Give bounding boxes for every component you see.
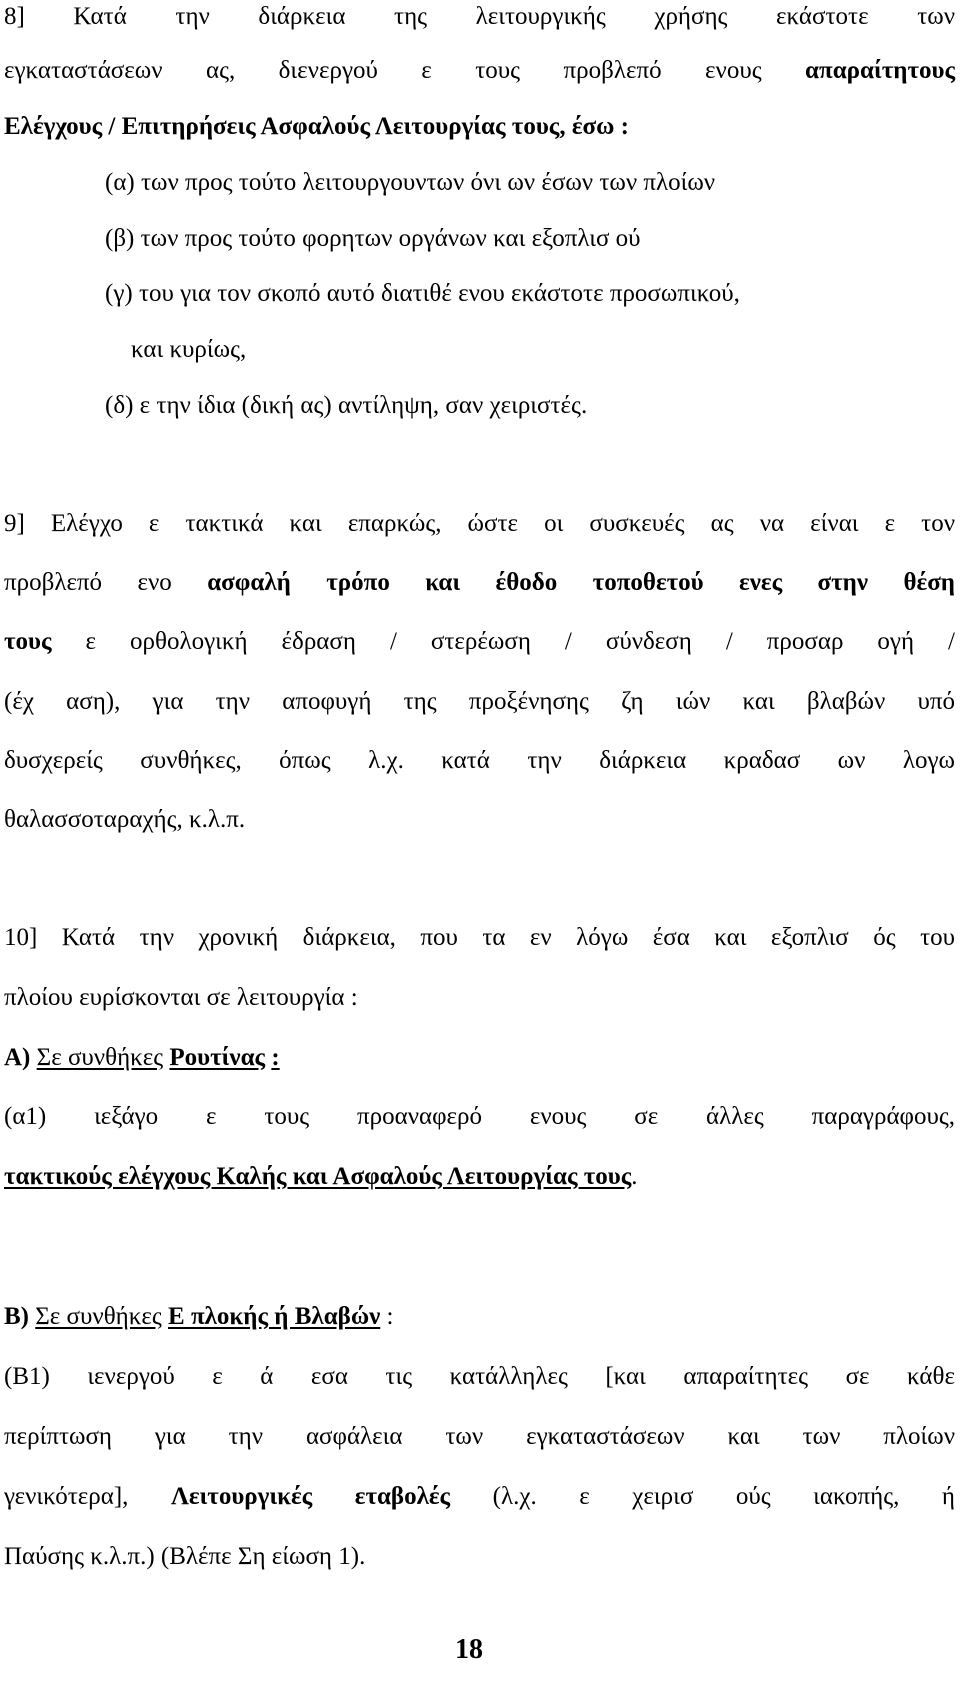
s10-a1-bold: τακτικούς ελέγχους Καλής και Ασφαλούς Λειτουργίας τους [4,1163,632,1190]
s10-heading-a-label: Α) [4,1044,31,1071]
s9-line-3-bold: τους [4,628,52,655]
s8-line-2-bold: απαραίτητους [805,57,955,84]
s10-heading-b [4,1304,393,1329]
s9-line-6: θαλασσοταραχής, κ.λ.π. [4,806,246,833]
s10-a1-end: . [631,1163,638,1190]
s10-line-2: πλοίου ευρίσκονται σε λειτουργία : [4,984,358,1011]
s9-line-1: 9] Ελέγχο ε τακτικά και επαρκώς, ώστε οι συσκευές ας να είναι ε τον [4,510,955,537]
s8-item-b: (β) των προς τούτο φορητων οργάνων και εξοπλισ ού [105,225,641,252]
s8-item-d: (δ) ε την ίδια (δική ας) αντίληψη, σαν χειριστές. [105,392,588,419]
s10-heading-b-colon: : [380,1303,394,1330]
s8-item-g-cont: και κυρίως, [131,336,247,363]
s10-b1-line-4: Παύσης κ.λ.π.) (Βλέπε Ση είωση 1). [4,1543,366,1570]
s10-heading-b-u1: Σε συνθήκες [35,1303,162,1330]
s9-line-3 [4,629,955,654]
s10-a1-line-2 [4,1164,638,1189]
s9-line-2-text: προβλεπό ενο [4,569,208,596]
s10-b1-line-2: περίπτωση για την ασφάλεια των εγκαταστάσεων και των πλοίων [4,1423,955,1450]
s10-b1-line-3-a: γενικότερα], [4,1483,171,1510]
s8-item-a: (α) των προς τούτο λειτουργουντων όνι ων έσων των πλοίων [105,169,716,196]
s8-item-g: (γ) του για τον σκοπό αυτό διατιθέ ενου εκάστοτε προσωπικού, [105,280,740,307]
s9-line-2 [4,570,955,595]
s9-line-2-bold: ασφαλή τρόπο και έθοδο τοποθετού ενες στην θέση [207,569,955,596]
s10-line-1: 10] Κατά την χρονική διάρκεια, που τα εν λόγω έσα και εξοπλισ ός του [4,924,955,951]
s8-line-3-bold: Ελέγχους / Επιτηρήσεις Ασφαλούς Λειτουργίας τους, έσω : [4,113,629,140]
s9-line-4: (έχ αση), για την αποφυγή της προξένησης ζη ιών και βλαβών υπό [4,688,955,715]
s10-heading-a-colon: : [271,1044,280,1071]
s10-a1-line-1: (α1) ιεξάγο ε τους προαναφερό ενους σε άλλες παραγράφους, [4,1103,955,1130]
s8-line-2 [4,58,955,83]
s10-heading-b-label: Β) [4,1303,29,1330]
page-number: 18 [455,1634,483,1665]
s10-heading-a [4,1045,280,1070]
s10-heading-b-u2: Ε πλοκής ή Βλαβών [168,1303,381,1330]
s10-b1-line-1: (Β1) ιενεργού ε ά εσα τις κατάλληλες [και απαραίτητες σε κάθε [4,1363,955,1390]
s10-heading-a-u1: Σε συνθήκες [36,1044,164,1071]
s10-heading-a-u2: Ρουτίνας [169,1044,266,1071]
s9-line-3-text: ε ορθολογική έδραση / στερέωση / σύνδεση / προσαρ ογή / [51,628,955,655]
s8-line-3 [4,114,629,139]
s10-b1-line-3-bold: Λειτουργικές εταβολές [170,1483,451,1510]
s10-b1-line-3-c: (λ.χ. ε χειρισ ούς ιακοπής, ή [450,1483,955,1510]
s9-line-5: δυσχερείς συνθήκες, όπως λ.χ. κατά την διάρκεια κραδασ ων λογω [4,747,955,774]
s10-b1-line-3 [4,1484,955,1509]
s8-line-1: 8] Κατά την διάρκεια της λειτουργικής χρήσης εκάστοτε των [4,3,955,30]
s8-line-2-text: εγκαταστάσεων ας, διενεργού ε τους προβλεπό ενους [4,57,806,84]
